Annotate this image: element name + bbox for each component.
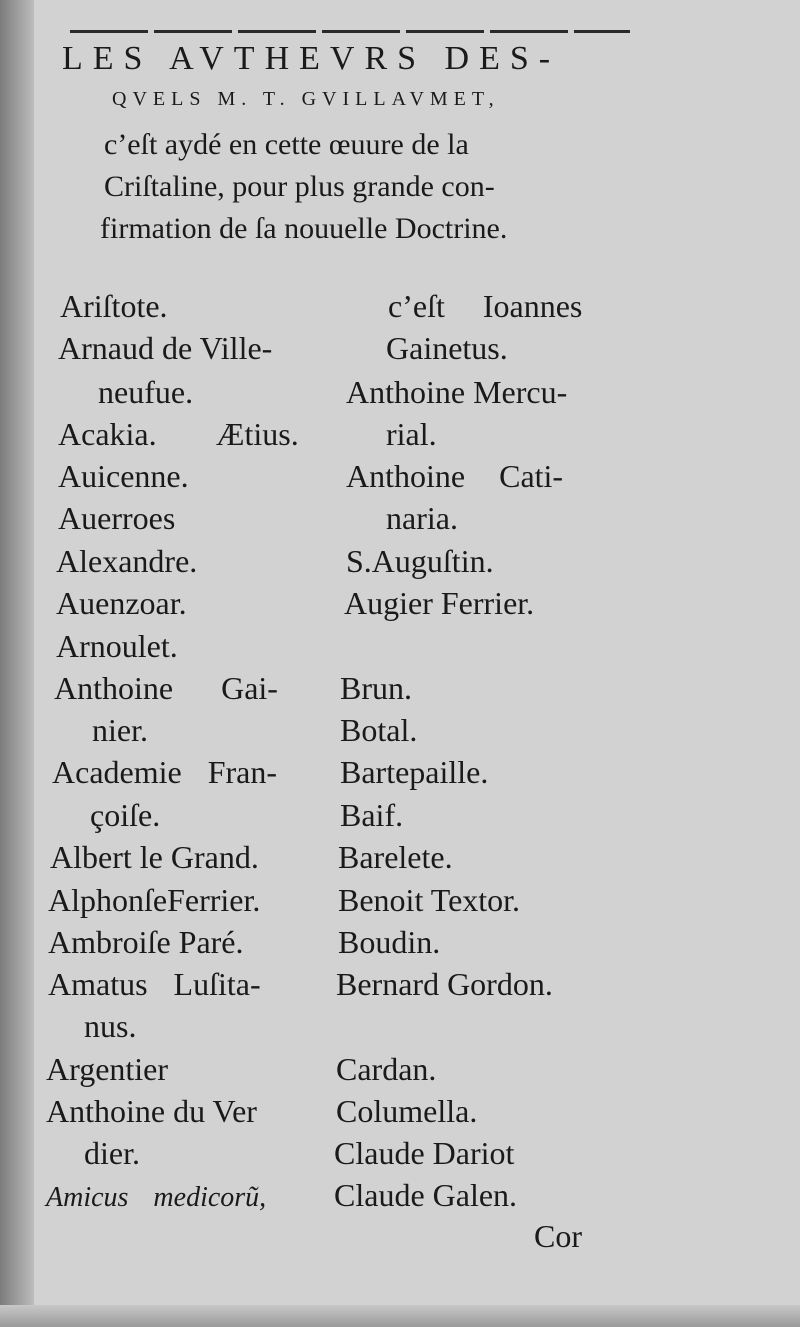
right-entry: Gainetus. xyxy=(386,330,508,366)
left-entry: Auicenne. xyxy=(58,458,189,494)
left-entry: nus. xyxy=(84,1008,137,1044)
left-entry: Arnaud de Ville- xyxy=(58,330,273,366)
header-rule xyxy=(70,30,630,33)
title-line-4: Criſtaline, pour plus grande con- xyxy=(104,170,495,203)
page-bottom-shadow xyxy=(0,1305,800,1327)
left-entry: Auerroes xyxy=(58,500,176,536)
right-entry: Anthoine Cati- xyxy=(346,458,564,494)
left-entry: Ætius. xyxy=(216,416,299,452)
page-edge-shadow xyxy=(0,0,34,1327)
right-entry: naria. xyxy=(386,500,458,536)
right-entry: Columella. xyxy=(336,1093,478,1129)
right-entry: Benoit Textor. xyxy=(338,882,521,918)
right-entry: Cardan. xyxy=(336,1051,437,1087)
left-entry: Argentier xyxy=(46,1051,169,1087)
left-entry: Alexandre. xyxy=(56,543,198,579)
right-entry: Augier Ferrier. xyxy=(344,585,535,621)
left-entry: çoiſe. xyxy=(90,797,161,833)
left-entry: dier. xyxy=(84,1135,140,1171)
left-entry: Amatus Luſita- xyxy=(48,966,261,1002)
title-line-2: QVELS M. T. GVILLAVMET, xyxy=(112,88,500,110)
left-entry: Ambroiſe Paré. xyxy=(48,924,244,960)
left-entry: Acakia. xyxy=(58,416,157,452)
left-entry: neufue. xyxy=(98,374,194,410)
right-entry: c’eſt Ioannes xyxy=(388,288,583,324)
right-entry: Bartepaille. xyxy=(340,754,489,790)
right-entry: Botal. xyxy=(340,712,418,748)
left-entry: Ariſtote. xyxy=(60,288,168,324)
left-entry: Amicus medicorũ, xyxy=(46,1182,267,1213)
right-entry: Bernard Gordon. xyxy=(336,966,553,1002)
right-entry: Claude Dariot xyxy=(334,1135,515,1171)
right-entry: rial. xyxy=(386,416,437,452)
left-entry: Anthoine Gai- xyxy=(54,670,278,706)
right-entry: Anthoine Mercu- xyxy=(346,374,568,410)
left-entry: nier. xyxy=(92,712,148,748)
title-line-5: firmation de ſa nouuelle Doctrine. xyxy=(100,212,508,245)
title-line-3: c’eſt aydé en cette œuure de la xyxy=(104,128,469,161)
left-entry: Anthoine du Ver xyxy=(46,1093,257,1129)
title-line-1: LES AVTHEVRS DES- xyxy=(62,40,561,77)
right-entry: Boudin. xyxy=(338,924,441,960)
right-entry: Barelete. xyxy=(338,839,453,875)
left-entry: Albert le Grand. xyxy=(50,839,259,875)
left-entry: Academie Fran- xyxy=(52,754,278,790)
left-entry: Arnoulet. xyxy=(56,628,178,664)
left-entry: Auenzoar. xyxy=(56,585,187,621)
right-entry: S.Auguſtin. xyxy=(346,543,494,579)
catchword: Cor xyxy=(534,1218,582,1254)
right-entry: Claude Galen. xyxy=(334,1177,518,1213)
left-entry: AlphonſeFerrier. xyxy=(48,882,261,918)
right-entry: Brun. xyxy=(340,670,412,706)
right-entry: Baif. xyxy=(340,797,404,833)
